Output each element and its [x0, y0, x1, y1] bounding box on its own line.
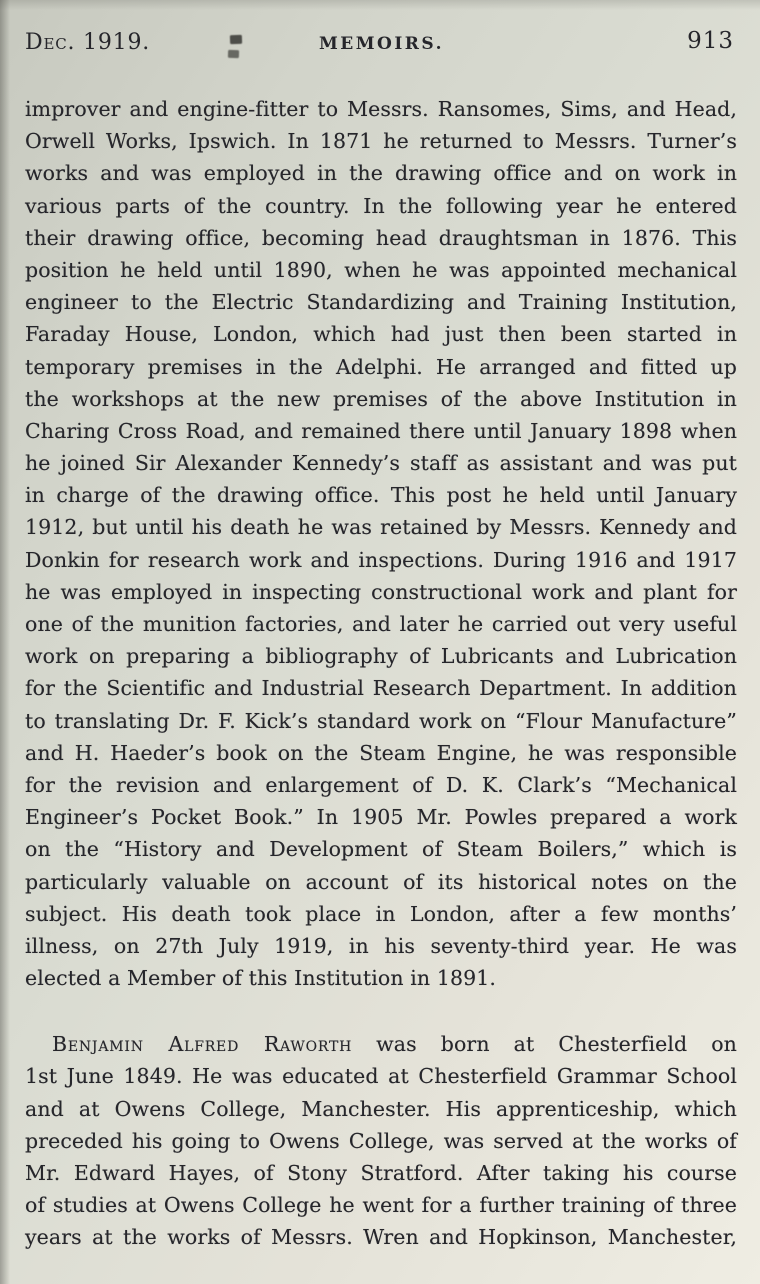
text-line: Mr. Edward Hayes, of Stony Stratford. After taking his course	[25, 1161, 737, 1185]
text-line: Donkin for research work and inspections. During 1916 and 1917	[25, 547, 737, 572]
text-line: one of the munition factories, and later he carried out very useful	[25, 612, 737, 636]
text-line: temporary premises in the Adelphi. He arranged and fitted up	[25, 354, 737, 379]
text-line: on the “History and Development of Steam Boilers,” which is	[25, 837, 737, 862]
issue-date: Dec. 1919.	[25, 30, 151, 55]
text-line	[25, 1028, 737, 1060]
text-line: subject. His death took place in London, after a few months’	[25, 901, 737, 926]
text-line: Orwell Works, Ipswich. In 1871 he returned to Messrs. Turner’s	[25, 129, 737, 154]
text-line: engineer to the Electric Standardizing and Training Institution,	[25, 290, 737, 315]
text-line: and H. Haeder’s book on the Steam Engine, he was responsible	[25, 740, 737, 765]
text-line: Engineer’s Pocket Book.” In 1905 Mr. Powles prepared a work	[25, 805, 737, 830]
person-name: Benjamin Alfred Raworth	[52, 1032, 353, 1057]
memoir-text	[25, 93, 737, 1254]
text-line: to translating Dr. F. Kick’s standard work on “Flour Manufacture”	[25, 708, 737, 733]
text-line: for the revision and enlargement of D. K. Clark’s “Mechanical	[25, 772, 737, 797]
text-fragment: was born at Chesterfield on	[376, 1032, 737, 1057]
text-line: improver and engine-fitter to Messrs. Ransomes, Sims, and Head,	[25, 97, 737, 121]
text-line: elected a Member of this Institution in 1891.	[25, 966, 497, 991]
text-line: 1912, but until his death he was retained by Messrs. Kennedy and	[25, 515, 737, 540]
text-line: the workshops at the new premises of the above Institution in	[25, 386, 737, 411]
text-line: particularly valuable on account of its historical notes on the	[25, 869, 737, 894]
text-line: in charge of the drawing office. This post he held until January	[25, 483, 737, 508]
paragraph-raworth	[25, 1028, 737, 1253]
page-header	[25, 26, 738, 66]
text-line: preceded his going to Owens College, was served at the works of	[25, 1128, 737, 1153]
text-line: various parts of the country. In the following year he entered	[25, 193, 737, 218]
text-line: years at the works of Messrs. Wren and Hopkinson, Manchester,	[25, 1225, 737, 1250]
text-line: of studies at Owens College he went for a further training of three	[25, 1193, 737, 1218]
text-line: Charing Cross Road, and remained there until January 1898 when	[25, 418, 737, 443]
text-line: 1st June 1849. He was educated at Chesterfield Grammar School	[25, 1064, 737, 1089]
ink-smudge-icon	[228, 35, 242, 58]
running-title: MEMOIRS.	[318, 34, 445, 54]
text-line: position he held until 1890, when he was appointed mechanical	[25, 257, 737, 282]
paragraph-powles	[25, 93, 737, 994]
text-line: for the Scientific and Industrial Research Department. In addition	[25, 676, 737, 701]
text-line: work on preparing a bibliography of Lubricants and Lubrication	[25, 644, 737, 669]
text-line: he joined Sir Alexander Kennedy’s staff as assistant and was put	[25, 451, 737, 476]
text-line: illness, on 27th July 1919, in his seventy-third year. He was	[25, 933, 737, 958]
text-line: works and was employed in the drawing office and on work in	[25, 161, 737, 186]
page-number: 913	[687, 28, 734, 54]
text-line: their drawing office, becoming head draughtsman in 1876. This	[25, 225, 737, 250]
text-line: he was employed in inspecting constructional work and plant for	[25, 579, 737, 604]
text-line: Faraday House, London, which had just then been started in	[25, 322, 737, 347]
text-line: and at Owens College, Manchester. His apprenticeship, which	[25, 1096, 737, 1121]
